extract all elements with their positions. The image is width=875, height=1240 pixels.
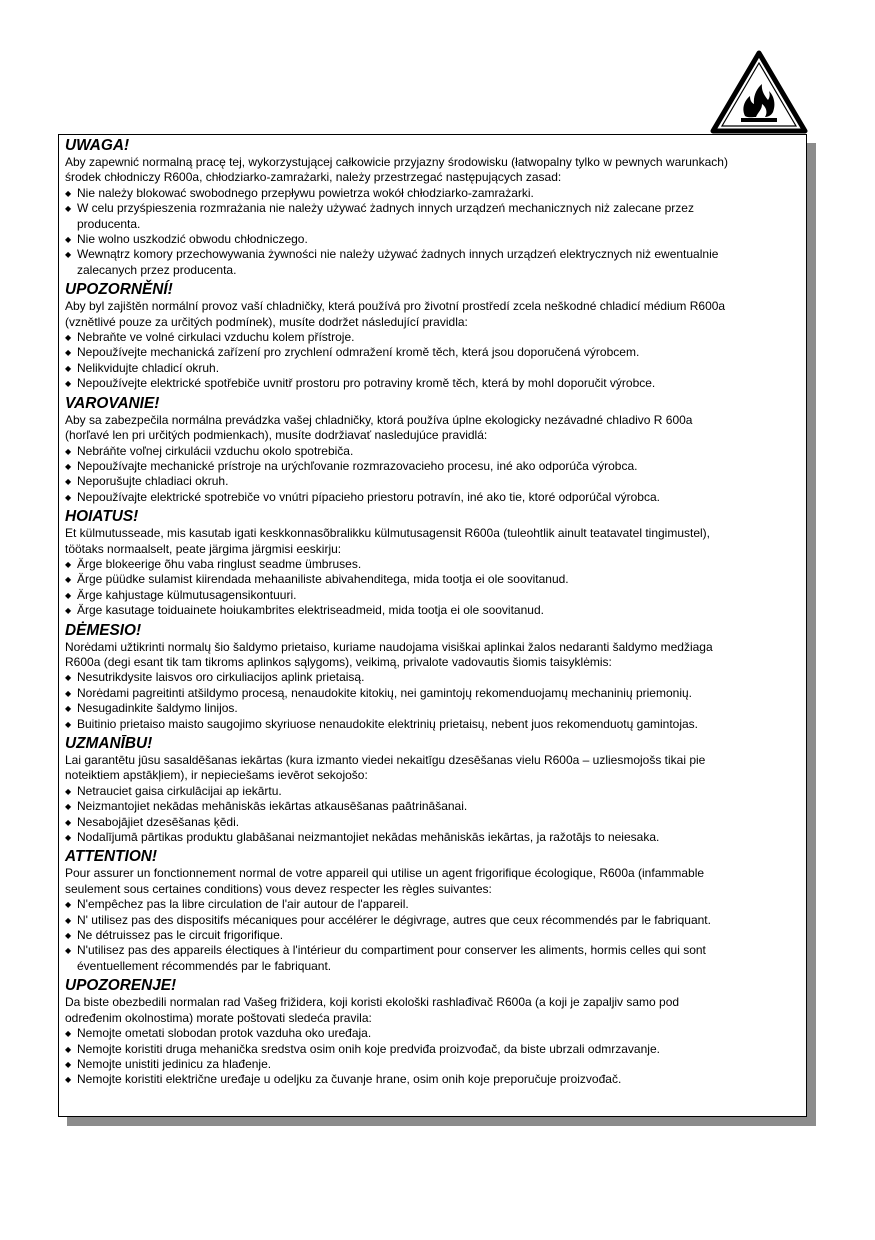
rule-item: ◆ Nemojte ometati slobodan protok vazduha oko uređaja. [65,1026,800,1041]
rule-item: ◆ Nesutrikdysite laisvos oro cirkuliacijos aplink prietaisą. [65,670,800,685]
rule-item: ◆ Nemojte unistiti jedinicu za hlađenje. [65,1057,800,1072]
rule-item: ◆ Ne détruissez pas le circuit frigorifique. [65,928,800,943]
rule-item: ◆ Nepoužívajte elektrické spotrebiče vo vnútri pípacieho priestoru potravín, iné ako tie, ktoré odporúčal výrobca. [65,490,800,505]
section-intro: Norėdami užtikrinti normalų šio šaldymo prietaiso, kuriame naudojama visiškai aplinkai žalos nedaranti šaldymo medžiaga R600a (degi esant tik tam tikroms aplinkos sąlygoms), veikimą, privalote vadovautis šiomis taisyklėmis: [65,639,713,669]
warning-section [65,281,800,391]
rule-item: ◆ N' utilisez pas des dispositifs mécaniques pour accélérer le dégivrage, autres que ceux récommendés par le fabriquant. [65,913,800,928]
rule-item: ◆ Netrauciet gaisa cirkulācijai ap iekārtu. [65,784,800,799]
warning-section [65,735,800,845]
section-title: DĖMESIO! [65,621,142,639]
warning-section [65,137,800,278]
section-intro: Aby zapewnić normalną pracę tej, wykorzystującej całkowicie przyjazny środowisku (łatwopalny tylko w pewnych warunkach) środek chłodniczy R600a, chłodziarko-zamrażarki, należy przestrzegać następujących zasad: [65,155,728,185]
section-title: ATTENTION! [65,848,158,866]
rule-item: ◆ Nesabojājiet dzesēšanas ķēdi. [65,815,800,830]
rule-item: ◆ Ärge kahjustage külmutusagensikontuuri. [65,588,800,603]
rule-list [65,670,800,732]
rule-list [65,444,800,506]
rule-list [65,1026,800,1088]
section-intro: Da biste obezbedili normalan rad Vašeg frižidera, koji koristi ekološki rashlađivač R600a (a koji je zapaljiv samo pod određenim okolnostima) morate poštovati sledeća pravila: [65,995,680,1025]
rule-item: ◆ Nodalījumā pārtikas produktu glabāšanai neizmantojiet nekādas mehāniskās iekārtas, ja ražotājs to neiesaka. [65,830,800,845]
rule-list [65,784,800,846]
rule-item: ◆ Nie należy blokować swobodnego przepływu powietrza wokół chłodziarko-zamrażarki. [65,186,800,201]
flammable-warning-icon [710,50,808,134]
rule-item: ◆ Nelikvidujte chladicí okruh. [65,361,800,376]
rule-item: ◆ Nepoužívejte elektrické spotřebiče uvnitř prostoru pro potraviny kromě těch, která by mohl doporučit výrobce. [65,376,800,391]
rule-item: ◆ Nemojte koristiti električne uređaje u odeljku za čuvanje hrane, osim onih koje preporučuje proizvođač. [65,1072,800,1087]
warning-section [65,622,800,732]
warning-section [65,508,800,618]
rule-item: ◆ Nesugadinkite šaldymo linijos. [65,701,800,716]
rule-item: ◆ N'empêchez pas la libre circulation de l'air autour de l'appareil. [65,897,800,912]
rule-item: ◆ Neporušujte chladiaci okruh. [65,474,800,489]
rule-item: ◆ Buitinio prietaiso maisto saugojimo skyriuose nenaudokite elektrinių prietaisų, nebent juos rekomenduotų gamintojas. [65,717,800,732]
section-intro: Aby sa zabezpečila normálna prevádzka vašej chladničky, ktorá používa úplne ekologicky nezávadné chladivo R 600a (horľavé len pri určitých podmienkach), musíte dodržiavať nasledujúce pravidlá: [65,412,693,443]
rule-item: ◆ Nepoužívajte mechanické prístroje na urýchľovanie rozmrazovacieho procesu, iné ako odporúča výrobca. [65,459,800,474]
section-title: VAROVANIE! [65,394,160,412]
rule-item: ◆ Nebráňte voľnej cirkulácii vzduchu okolo spotrebiča. [65,444,800,459]
rule-item: ◆ Nebraňte ve volné cirkulaci vzduchu kolem přístroje. [65,330,800,345]
section-intro: Lai garantētu jūsu sasaldēšanas iekārtas (kura izmanto viedei nekaitīgu dzesēšanas vielu R600a – uzliesmojošs tikai pie noteiktiem apstākļiem), ir nepieciešams ievērot sekojošo: [65,753,706,783]
rule-item: ◆ W celu przyśpieszenia rozmrażania nie należy używać żadnych innych urządzeń mechanicznych niż zalecane przez producenta. [65,201,800,232]
section-intro: Et külmutusseade, mis kasutab igati keskkonnasõbralikku külmutusagensit R600a (tuleohtlik ainult teatavatel tingimustel), töötaks normaalselt, peate järgima järgmisi eeskirju: [65,526,710,556]
rule-list [65,897,800,974]
rule-item: ◆ Nie wolno uszkodzić obwodu chłodniczego. [65,232,800,247]
rule-item: ◆ Nemojte koristiti druga mehanička sredstva osim onih koje predviđa proizvođač, da biste ubrzali odmrzavanje. [65,1042,800,1057]
warnings-box [58,134,807,1117]
section-intro: Pour assurer un fonctionnement normal de votre appareil qui utilise un agent frigorifique écologique, R600a (infammable seulement sous certaines conditions) vous devez respecter les règles suivantes: [65,866,705,896]
section-title: UPOZORENJE! [65,977,177,995]
rule-item: ◆ N'utilisez pas des appareils électiques à l'intérieur du compartiment pour conserver les aliments, hormis celles qui sont éventuellement récommendés par le fabriquant. [65,943,800,974]
rule-item: ◆ Ärge blokeerige õhu vaba ringlust seadme ümbruses. [65,557,800,572]
rule-item: ◆ Nepoužívejte mechanická zařízení pro zrychlení odmražení kromě těch, která jsou doporučená výrobcem. [65,345,800,360]
warning-section [65,977,800,1087]
section-title: UPOZORNĚNÍ! [65,281,173,299]
warning-section [65,395,800,505]
rule-item: ◆ Ärge kasutage toiduainete hoiukambrites elektriseadmeid, mida tootja ei ole soovitanud. [65,603,800,618]
rule-list [65,557,800,619]
rule-item: ◆ Neizmantojiet nekādas mehāniskās iekārtas atkausēšanas paātrināšanai. [65,799,800,814]
section-title: UZMANĪBU! [65,735,153,752]
rule-list [65,330,800,392]
section-intro: Aby byl zajištěn normální provoz vaší chladničky, která používá pro životní prostředí zcela neškodné chladicí médium R600a (vznětlivé pouze za určitých podmínek), musíte dodržet následující pravidla: [65,299,726,329]
rule-list [65,186,800,278]
section-title: HOIATUS! [65,508,139,526]
section-title: UWAGA! [65,137,130,154]
rule-item: ◆ Ärge püüdke sulamist kiirendada mehaaniliste abivahenditega, mida tootja ei ole soovitanud. [65,572,800,587]
rule-item: ◆ Norėdami pagreitinti atšildymo procesą, nenaudokite kitokių, nei gamintojų rekomenduojamų mechaninių priemonių. [65,686,800,701]
rule-item: ◆ Wewnątrz komory przechowywania żywności nie należy używać żadnych innych urządzeń elektrycznych niż ewentualnie zalecanych przez producenta. [65,247,800,278]
warning-section [65,848,800,974]
